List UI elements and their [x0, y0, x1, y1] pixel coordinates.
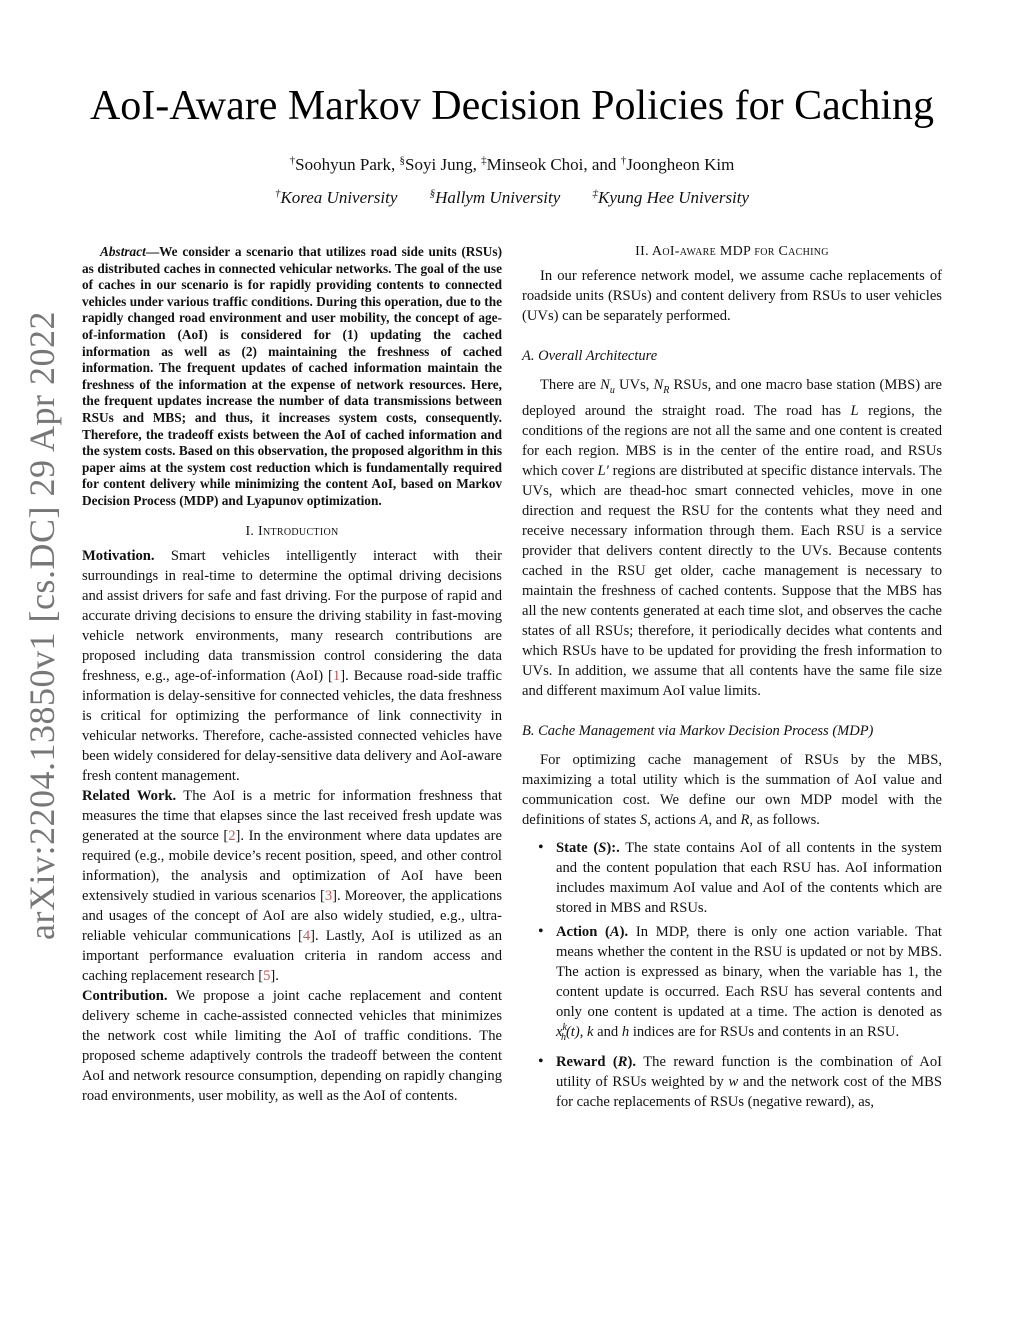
affiliation	[275, 188, 397, 207]
author-name: Joongheon Kim	[626, 155, 735, 174]
abstract-text: We consider a scenario that utilizes road side units (RSUs) as distributed caches in connected vehicular networks. The goal of the use of caches in our scenario is for rapidly providing contents to connected vehicles under various traffic conditions. During this operation, due to the rapidly changed road environment and user mobility, the concept of age-of-information (AoI) is considered for (1) updating the cached information as well as (2) maintaining the freshness of cached information. The frequent updates of cached information maintain the freshness of the information at the expense of network resources. Here, the frequent updates increase the number of data transmissions between RSUs and MBS; and thus, it increases system costs, consequently. Therefore, the tradeoff exists between the AoI of cached information and the system costs. Based on this observation, the proposed algorithm in this paper aims at the system cost reduction which is fundamentally required for content delivery while minimizing the content AoI, based on Markov Decision Process (MDP) and Lyapunov optimization.	[82, 244, 502, 508]
affiliation-list	[60, 185, 964, 211]
text: In MDP, there is only one action variable. That means whether the content in the RSU is updated or not by MBS. The action is expressed as binary, when the variable has 1, the content update is occurred. Each RSU has several contents and only one content is updated at a time. The action is denoted as	[556, 923, 942, 1020]
affiliation	[430, 188, 561, 207]
text: Smart vehicles intelligently interact with their surroundings in real-time to determine the optimal driving decisions and assist drivers for safe and fast driving. For the purpose of rapid and accurate driving decisions to ensure the driving stability in fast-moving vehicle network environments, many research contributions are proposed including data transmission control considering the data freshness, e.g., age-of-information (AoI) [	[82, 547, 502, 684]
math-symbol: k	[587, 1023, 594, 1040]
right-column	[522, 244, 942, 1116]
text: regions, the conditions of the regions are not all the same and one content is created for each region. MBS is in the center of the entire road, and RSUs which cover	[522, 402, 942, 479]
math-base: N	[600, 377, 610, 393]
text: The AoI is a metric for information freshness that measures the time that elapses since the last received fresh update was generated at the source [	[82, 787, 502, 844]
item-label	[556, 1054, 636, 1070]
paragraph-architecture	[522, 375, 942, 701]
text: ]. Moreover, the applications and usages of the concept of AoI are also widely studied, e.g., ultra-reliable vehicular communications [	[82, 887, 502, 944]
text: For optimizing cache management of RSUs by the MBS, maximizing a total utility which is the summation of AoI value and communication cost. We define our own MDP model with the definitions of states	[522, 751, 942, 828]
math-superscript: k	[562, 1022, 567, 1034]
section-heading-mdp: II. AoI-aware MDP for Caching	[635, 244, 829, 259]
label-text: ).	[627, 1053, 637, 1070]
affiliation-mark: §	[429, 187, 436, 200]
text: indices are for RSUs and contents in an RSU.	[629, 1023, 900, 1040]
math-subscript: h	[560, 1031, 566, 1043]
list-item-action	[556, 922, 942, 1048]
text: The reward function is the combination of AoI utility of RSUs weighted by	[556, 1053, 942, 1090]
text: and	[593, 1023, 622, 1040]
left-column	[82, 244, 502, 1106]
text: ].	[270, 967, 279, 984]
section-heading-introduction: I. Introduction	[245, 523, 339, 539]
label-text: State (	[556, 839, 599, 856]
math-symbol	[556, 1022, 580, 1043]
author-mark: †	[620, 154, 627, 167]
affiliation	[592, 188, 749, 207]
text: and the network cost of the MBS for cache replacements of RSUs (negative reward), as,	[556, 1073, 942, 1110]
text: ,	[579, 1023, 588, 1040]
text: regions are distributed at specific distance intervals. The UVs, which are thead-hoc smart connected vehicles, move in one direction and request the RSU for the contents what they need and receive necessary information through them. Each RSU is a service provider that delivers content directly to the UVs. Because contents cached in the RSU get older, cache management is necessary to maintain the freshness of cached contents. Suppose that the MBS has all the new contents generated at each time slot, and observes the cache states of all RSUs; therefore, it periodically decides what contents and which RSUs have to be updated for providing the fresh information to UVs. In addition, we assume that all contents have the same file size and different maximum AoI value limits.	[522, 462, 942, 699]
subsection-heading-cache-management: B. Cache Management via Markov Decision Process (MDP)	[522, 722, 874, 739]
item-label	[556, 840, 620, 856]
paragraph-related-work	[82, 786, 502, 986]
paper-title: AoI-Aware Markov Decision Policies for Caching	[89, 83, 935, 129]
label-text: Reward (	[556, 1053, 618, 1070]
text: ]. Lastly, AoI is utilized as an important performance evaluation criteria in random access and caching replacement research [	[82, 927, 502, 984]
math-symbol: R	[740, 811, 750, 828]
paragraph-motivation	[82, 546, 502, 786]
math-base: x	[556, 1023, 563, 1040]
math-symbol	[653, 377, 670, 396]
text: , and	[708, 811, 741, 828]
math-symbol: A	[699, 811, 709, 828]
paragraph-cache-management	[522, 750, 942, 830]
affiliation-name: Kyung Hee University	[597, 188, 750, 207]
item-label	[556, 924, 628, 940]
text: ]. Because road-side traffic information is delay-sensitive for connected vehicles, the data freshness is critical for optimizing the performance of link connectivity in vehicular networks. Therefore, cache-assisted connected vehicles have been widely considered for delay-sensitive data delivery and AoI-aware fresh content management.	[82, 667, 502, 784]
runin-related-work: Related Work.	[82, 787, 177, 804]
text: RSUs, and one macro base station (MBS) are deployed around the straight road. The road has	[522, 377, 943, 419]
author-name: Soyi Jung,	[405, 155, 482, 174]
label-text: ):.	[606, 839, 620, 856]
citation-link[interactable]: 3	[324, 887, 333, 904]
math-symbol: R	[617, 1053, 628, 1070]
label-text: ).	[619, 923, 629, 940]
runin-motivation: Motivation.	[82, 547, 155, 564]
math-base: N	[653, 377, 664, 393]
text: UVs,	[614, 377, 654, 393]
math-symbol: h	[621, 1023, 630, 1040]
citation-link[interactable]: 1	[332, 667, 341, 684]
author-list	[60, 152, 964, 178]
paragraph-network-model: In our reference network model, we assume cache replacements of roadside units (RSUs) and content delivery from RSUs to user vehicles (UVs) can be separately performed.	[522, 268, 942, 324]
math-symbol: L	[850, 402, 859, 419]
text: , as follows.	[749, 811, 820, 828]
mdp-definition-list	[522, 838, 942, 1112]
math-symbol: w	[728, 1073, 739, 1090]
text: There are	[540, 377, 601, 393]
math-subscript: R	[663, 384, 670, 396]
author-mark: §	[399, 154, 406, 167]
arxiv-stamp: arXiv:2204.13850v1 [cs.DC] 29 Apr 2022	[22, 311, 62, 940]
citation-link[interactable]: 5	[263, 967, 271, 984]
label-text: Action (	[556, 923, 610, 940]
abstract-label: Abstract	[100, 244, 146, 259]
affiliation-name: Korea University	[280, 188, 398, 207]
text: ]. In the environment where data updates are required (e.g., mobile device’s recent position, speed, and other control information), the analysis and optimization of AoI have been extensively studied in various scenarios [	[82, 827, 502, 904]
affiliation-mark: †	[274, 187, 281, 200]
text: , actions	[647, 811, 700, 828]
author-name: Minseok Choi, and	[486, 155, 621, 174]
citation-link[interactable]: 4	[302, 927, 311, 944]
list-item-state	[556, 838, 942, 918]
math-symbol: L′	[597, 462, 609, 479]
author-mark: †	[289, 154, 296, 167]
affiliation-name: Hallym University	[435, 188, 561, 207]
affiliation-mark: ‡	[592, 187, 598, 200]
author-mark: ‡	[481, 154, 487, 167]
math-symbol: S	[639, 811, 648, 828]
math-symbol: S	[598, 839, 607, 856]
author-name: Soohyun Park,	[295, 155, 400, 174]
math-symbol	[600, 377, 615, 396]
citation-link[interactable]: 2	[228, 827, 236, 844]
subsection-heading-architecture: A. Overall Architecture	[522, 348, 658, 364]
runin-contribution: Contribution.	[82, 987, 168, 1004]
abstract	[82, 244, 502, 510]
math-argument: (t)	[565, 1023, 580, 1040]
paragraph-contribution	[82, 986, 502, 1106]
math-subscript: u	[609, 384, 615, 396]
text: We propose a joint cache replacement and content delivery scheme in cache-assisted connected vehicles that minimizes the network cost while limiting the AoI of traffic conditions. The proposed scheme adaptively controls the tradeoff between the content AoI and network resource consumption, depending on rapidly changing road environments, user mobility, as well as the AoI of contents.	[82, 987, 502, 1104]
text: The state contains AoI of all contents in the system and the content population that each RSU has. AoI information includes maximum AoI value and AoI of the contents which are stored in MBS and RSUs.	[556, 839, 942, 916]
list-item-reward	[556, 1052, 942, 1112]
abstract-dash: —	[145, 244, 160, 259]
math-symbol: A	[609, 923, 620, 940]
